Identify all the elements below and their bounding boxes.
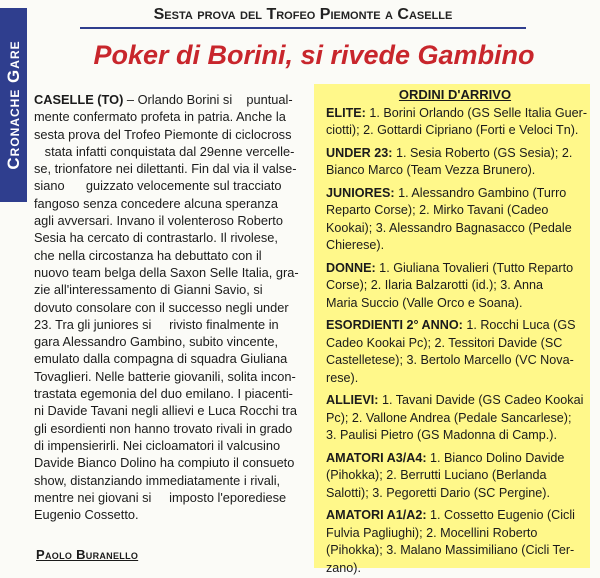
result-text: 1. Giuliana Tovalieri (Tutto Reparto: [375, 260, 574, 275]
article-line: Eugenio Cossetto.: [34, 507, 139, 523]
result-category: [326, 260, 584, 313]
article-line: gli esordienti non hanno trovato rivali in grado: [34, 420, 293, 436]
result-text: 1. Cossetto Eugenio (Cicli: [426, 508, 575, 522]
result-category: [326, 185, 584, 255]
result-category: [326, 105, 588, 140]
result-line: 3. Paulisi Pietro (GS Madonna di Camp.).: [326, 428, 557, 442]
result-text: 1. Bianco Dolino Davide: [426, 450, 565, 465]
article-line-text: – Orlando Borini si puntual-: [123, 92, 293, 107]
result-line: Bianco Marco (Team Vezza Brunero).: [326, 163, 536, 177]
dateline: CASELLE (TO): [34, 92, 124, 107]
article-body: [34, 91, 306, 523]
category-label: ESORDIENTI 2° ANNO:: [326, 318, 463, 332]
article-line: emulato dalla compagna di squadra Giuliana: [34, 351, 288, 367]
article-line: mente confermato profeta in patria. Anche la: [34, 109, 286, 125]
article-line: trastata egemonia del duo emilano. I piacenti-: [34, 386, 293, 402]
article-line: che nella circostanza ha debuttato con il: [34, 247, 262, 263]
category-label: UNDER 23:: [326, 145, 393, 160]
article-line: stata infatti conquistata dal 29enne vercelle-: [34, 143, 295, 159]
article-line: 23. Tra gli juniores si rivisto finalmente in: [34, 316, 279, 332]
article-line: ni Davide Tavani negli allievi e Luca Rocchi tra: [34, 403, 297, 419]
result-line: Pc); 2. Vallone Andrea (Pedale Sancarlese);: [326, 410, 572, 425]
article-line: mentre nei giovani si imposto l'eporediese: [34, 489, 287, 505]
result-line: zano).: [326, 560, 362, 575]
byline: Paolo Buranello: [36, 547, 139, 562]
result-line: Corse); 2. Ilaria Balzarotti (id.); 3. Anna: [326, 278, 543, 292]
result-line: [326, 105, 588, 123]
result-line: [326, 145, 584, 163]
result-line: [326, 317, 584, 335]
result-line: Reparto Corse); 2. Mirko Tavani (Cadeo: [326, 203, 549, 217]
article-line: Tovaglieri. Nelle batterie giovanili, solita incon-: [34, 368, 296, 384]
kicker: Sesta prova del Trofeo Piemonte a Caselle: [80, 3, 526, 29]
result-category: [326, 317, 584, 387]
result-line: [326, 260, 584, 278]
article-line: Sesia ha cercato di contrastarlo. Il rivolese,: [34, 230, 278, 246]
result-line: [326, 392, 584, 410]
result-text: 1. Sesia Roberto (GS Sesia); 2.: [392, 145, 573, 160]
category-label: ELITE:: [326, 105, 366, 120]
category-label: JUNIORES:: [326, 185, 395, 200]
article-line: zie all'interessamento di Gianni Savio, si: [34, 282, 263, 298]
article-line: se, trionfatore nei dilettanti. Fin dal via il valse-: [34, 161, 297, 177]
result-line: Salotti); 3. Pegoretti Dario (SC Pergine).: [326, 485, 550, 500]
result-text: 1. Tavani Davide (GS Cadeo Kookai: [378, 393, 584, 407]
result-line: Cadeo Kookai Pc); 2. Tessitori Davide (SC: [326, 335, 563, 350]
article-line: [34, 91, 306, 108]
result-category: [326, 507, 584, 577]
article-line: Davide Bianco Dolino ha compiuto il consueto: [34, 455, 295, 471]
result-line: (Pihokka); 3. Malano Massimiliano (Cicli Ter-: [326, 543, 575, 557]
result-line: Kookai); 3. Alessandro Bagnasacco (Pedale: [326, 220, 572, 235]
article-line: di impensierirli. Nei cicloamatori il valcusino: [34, 437, 281, 453]
result-text: 1. Alessandro Gambino (Turro: [394, 185, 567, 200]
result-line: Castelletese); 3. Bertolo Marcello (VC Nova-: [326, 353, 574, 367]
category-label: ALLIEVI:: [326, 393, 379, 407]
headline: Poker di Borini, si rivede Gambino: [93, 40, 535, 70]
section-tab: [0, 8, 27, 202]
article-line: agli avversari. Invano il volenteroso Roberto: [34, 213, 283, 229]
result-line: Chierese).: [326, 238, 385, 252]
section-tab-label: Cronache Gare: [3, 40, 23, 170]
result-text: 1. Rocchi Luca (GS: [462, 318, 576, 332]
result-line: [326, 185, 584, 203]
article-line: nuovo team belga della Saxon Selle Italia, gra-: [34, 264, 299, 280]
result-line: (Pihokka); 2. Berrutti Luciano (Berlanda: [326, 468, 547, 482]
article-line: gara Alessandro Gambino, subito vincente,: [34, 334, 278, 350]
result-text: 1. Borini Orlando (GS Selle Italia Guer-: [365, 105, 588, 120]
result-line: [326, 450, 584, 468]
category-label: AMATORI A3/A4:: [326, 450, 427, 465]
category-label: DONNE:: [326, 260, 376, 275]
article-line: dovuto consolare con il successo negli under: [34, 299, 289, 315]
result-line: [326, 507, 584, 525]
article-line: show, distanziando immediatamente i rivali,: [34, 472, 281, 488]
results-box: [314, 84, 590, 575]
result-line: ciotti); 2. Gottardi Cipriano (Forti e Veloci Tn).: [326, 123, 579, 137]
result-line: Maria Succio (Valle Orco e Soana).: [326, 295, 523, 310]
article-line: siano guizzato velocemente sul tracciato: [34, 178, 282, 194]
result-category: [326, 450, 584, 503]
category-label: AMATORI A1/A2:: [326, 508, 427, 522]
results-title: ORDINI D'ARRIVO: [398, 87, 512, 102]
result-line: Fulvia Pagliughi); 2. Mocellini Roberto: [326, 525, 538, 540]
result-category: [326, 145, 584, 180]
article-line: sesta prova del Trofeo Piemonte di ciclocross: [34, 126, 292, 142]
article-line: fangoso senza concedere alcuna speranza: [34, 195, 279, 211]
result-line: rese).: [326, 370, 359, 385]
result-category: [326, 392, 584, 445]
